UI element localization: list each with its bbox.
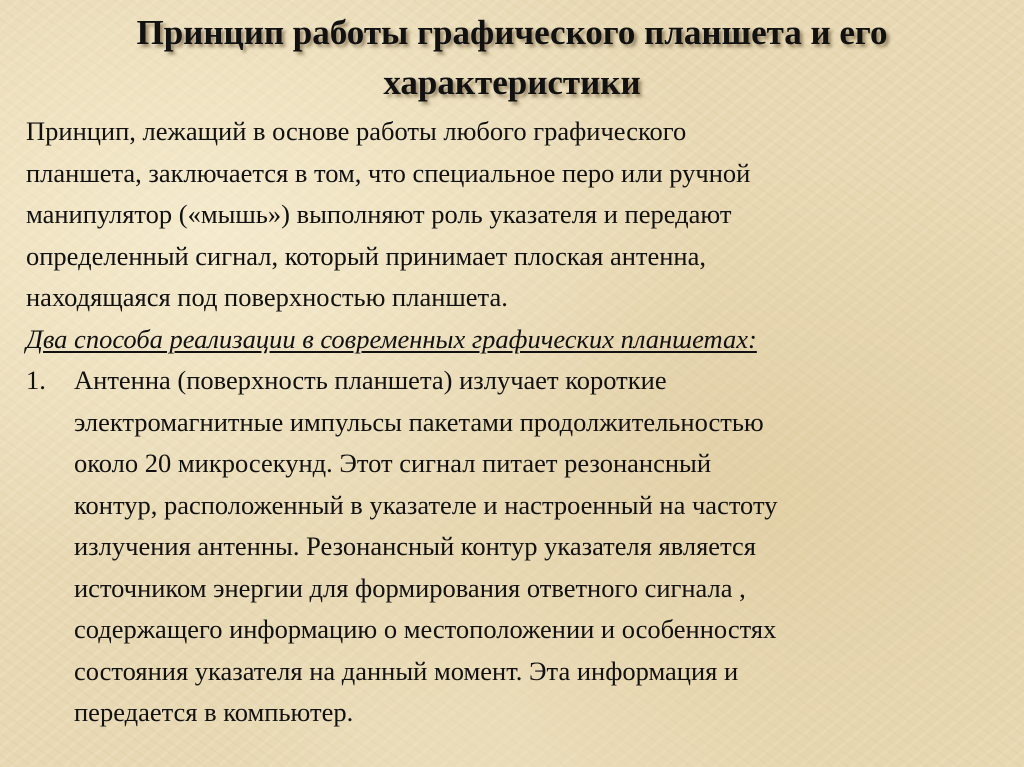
intro-line: манипулятор («мышь») выполняют роль указателя и передают (26, 199, 732, 229)
list-line: содержащего информацию о местоположении и особенностях (74, 614, 777, 644)
list-item-text (74, 360, 1006, 734)
slide-body (26, 111, 1006, 734)
intro-line: Принцип, лежащий в основе работы любого графического (26, 116, 687, 146)
list-line: контур, расположенный в указателе и настроенный на частоту (74, 489, 778, 520)
list-line: излучения антенны. Резонансный контур указателя является (74, 531, 756, 561)
slide-title (0, 8, 1024, 108)
title-line-2: характеристики (383, 63, 641, 102)
list-line: состояния указателя на данный момент. Эта информация и (74, 655, 739, 686)
list-line: электромагнитные импульсы пакетами продолжительностью (74, 406, 764, 437)
title-line-1: Принцип работы графического планшета и его (136, 13, 888, 52)
intro-line: планшета, заключается в том, что специальное перо или ручной (26, 157, 751, 188)
list-line: около 20 микросекунд. Этот сигнал питает резонансный (74, 448, 712, 478)
intro-paragraph (26, 111, 1006, 319)
list-line: Антенна (поверхность планшета) излучает короткие (74, 365, 667, 395)
intro-line: определенный сигнал, который принимает плоская антенна, (26, 240, 706, 271)
list-number: 1. (26, 365, 46, 395)
intro-line: находящаяся под поверхностью планшета. (26, 282, 508, 312)
list-item (26, 360, 1006, 734)
list-line: источником энергии для формирования ответного сигнала , (74, 572, 746, 603)
subheading: Два способа реализации в современных графических планшетах: (26, 323, 757, 354)
list-line: передается в компьютер. (74, 697, 354, 727)
